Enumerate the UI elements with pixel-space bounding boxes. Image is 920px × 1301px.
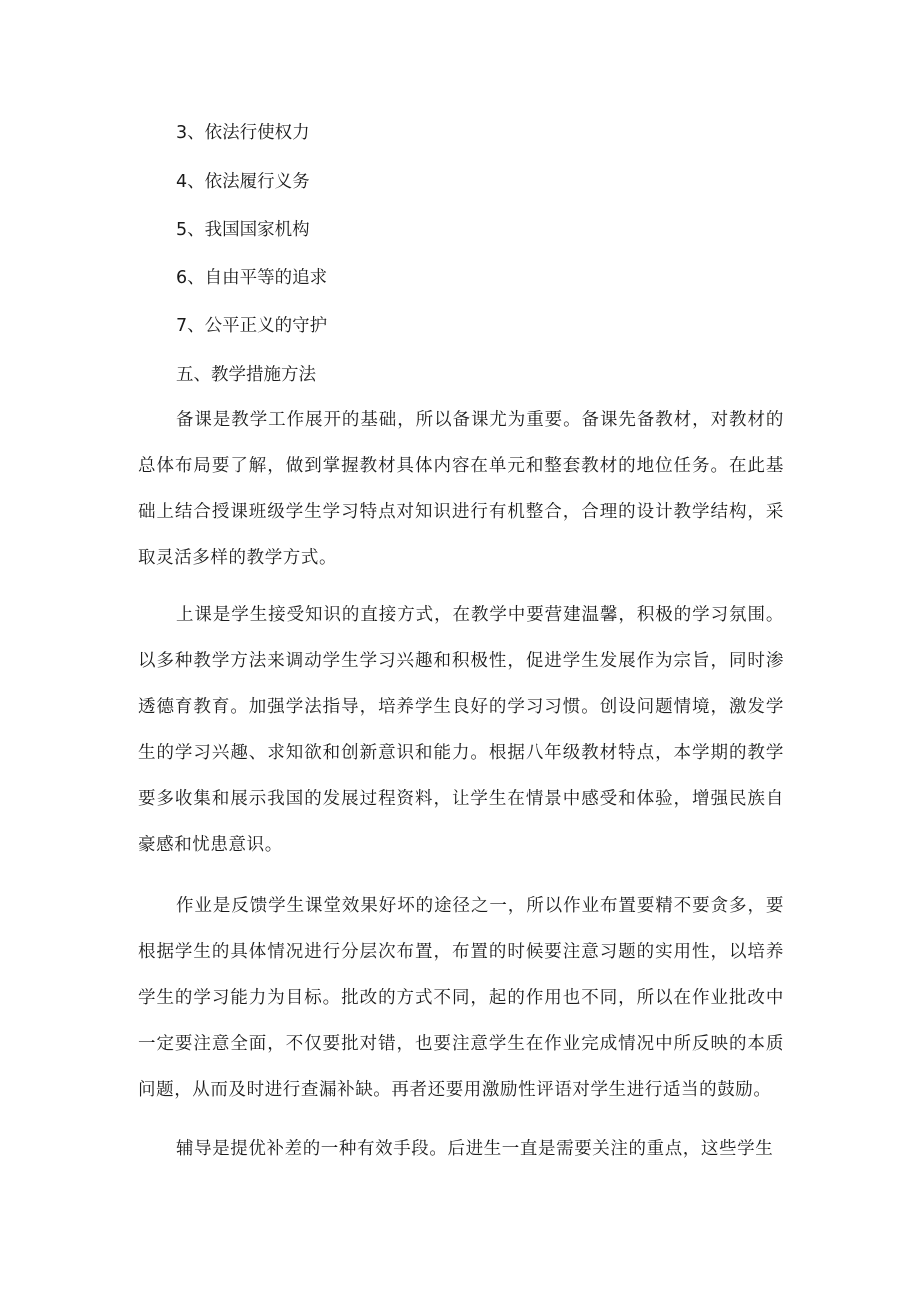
paragraph-homework: 作业是反馈学生课堂效果好坏的途径之一，所以作业布置要精不要贪多，要根据学生的具体情况进行分层次布置，布置的时候要注意习题的实用性，以培养学生的学习能力为目标。批改的方式不同，起的作用也不同，所以在作业批改中一定要注意全面，不仅要批对错，也要注意学生在作业完成情况中所反映的本质问题，从而及时进行查漏补缺。再者还要用激励性评语对学生进行适当的鼓励。: [138, 896, 784, 1100]
paragraph-tutoring: 辅导是提优补差的一种有效手段。后进生一直是需要关注的重点，这些学生: [176, 1139, 774, 1159]
list-item-3: 3、依法行使权力: [176, 123, 310, 143]
paragraph-classroom: 上课是学生接受知识的直接方式，在教学中要营建温馨，积极的学习氛围。以多种教学方法来调动学生学习兴趣和积极性，促进学生发展作为宗旨，同时渗透德育教育。加强学法指导，培养学生良好的学习习惯。创设问题情境，激发学生的学习兴趣、求知欲和创新意识和能力。根据八年级教材特点，本学期的教学要多收集和展示我国的发展过程资料，让学生在情景中感受和体验，增强民族自豪感和忧患意识。: [138, 605, 784, 855]
list-item-5: 5、我国国家机构: [176, 220, 310, 240]
section-heading: 五、教学措施方法: [176, 365, 316, 385]
list-item-6: 6、自由平等的追求: [176, 268, 328, 288]
paragraph-lesson-prep: 备课是教学工作展开的基础，所以备课尤为重要。备课先备教材，对教材的总体布局要了解，做到掌握教材具体内容在单元和整套教材的地位任务。在此基础上结合授课班级学生学习特点对知识进行有机整合，合理的设计教学结构，采取灵活多样的教学方式。: [138, 410, 784, 568]
list-item-4: 4、依法履行义务: [176, 172, 310, 192]
list-item-7: 7、公平正义的守护: [176, 316, 328, 336]
